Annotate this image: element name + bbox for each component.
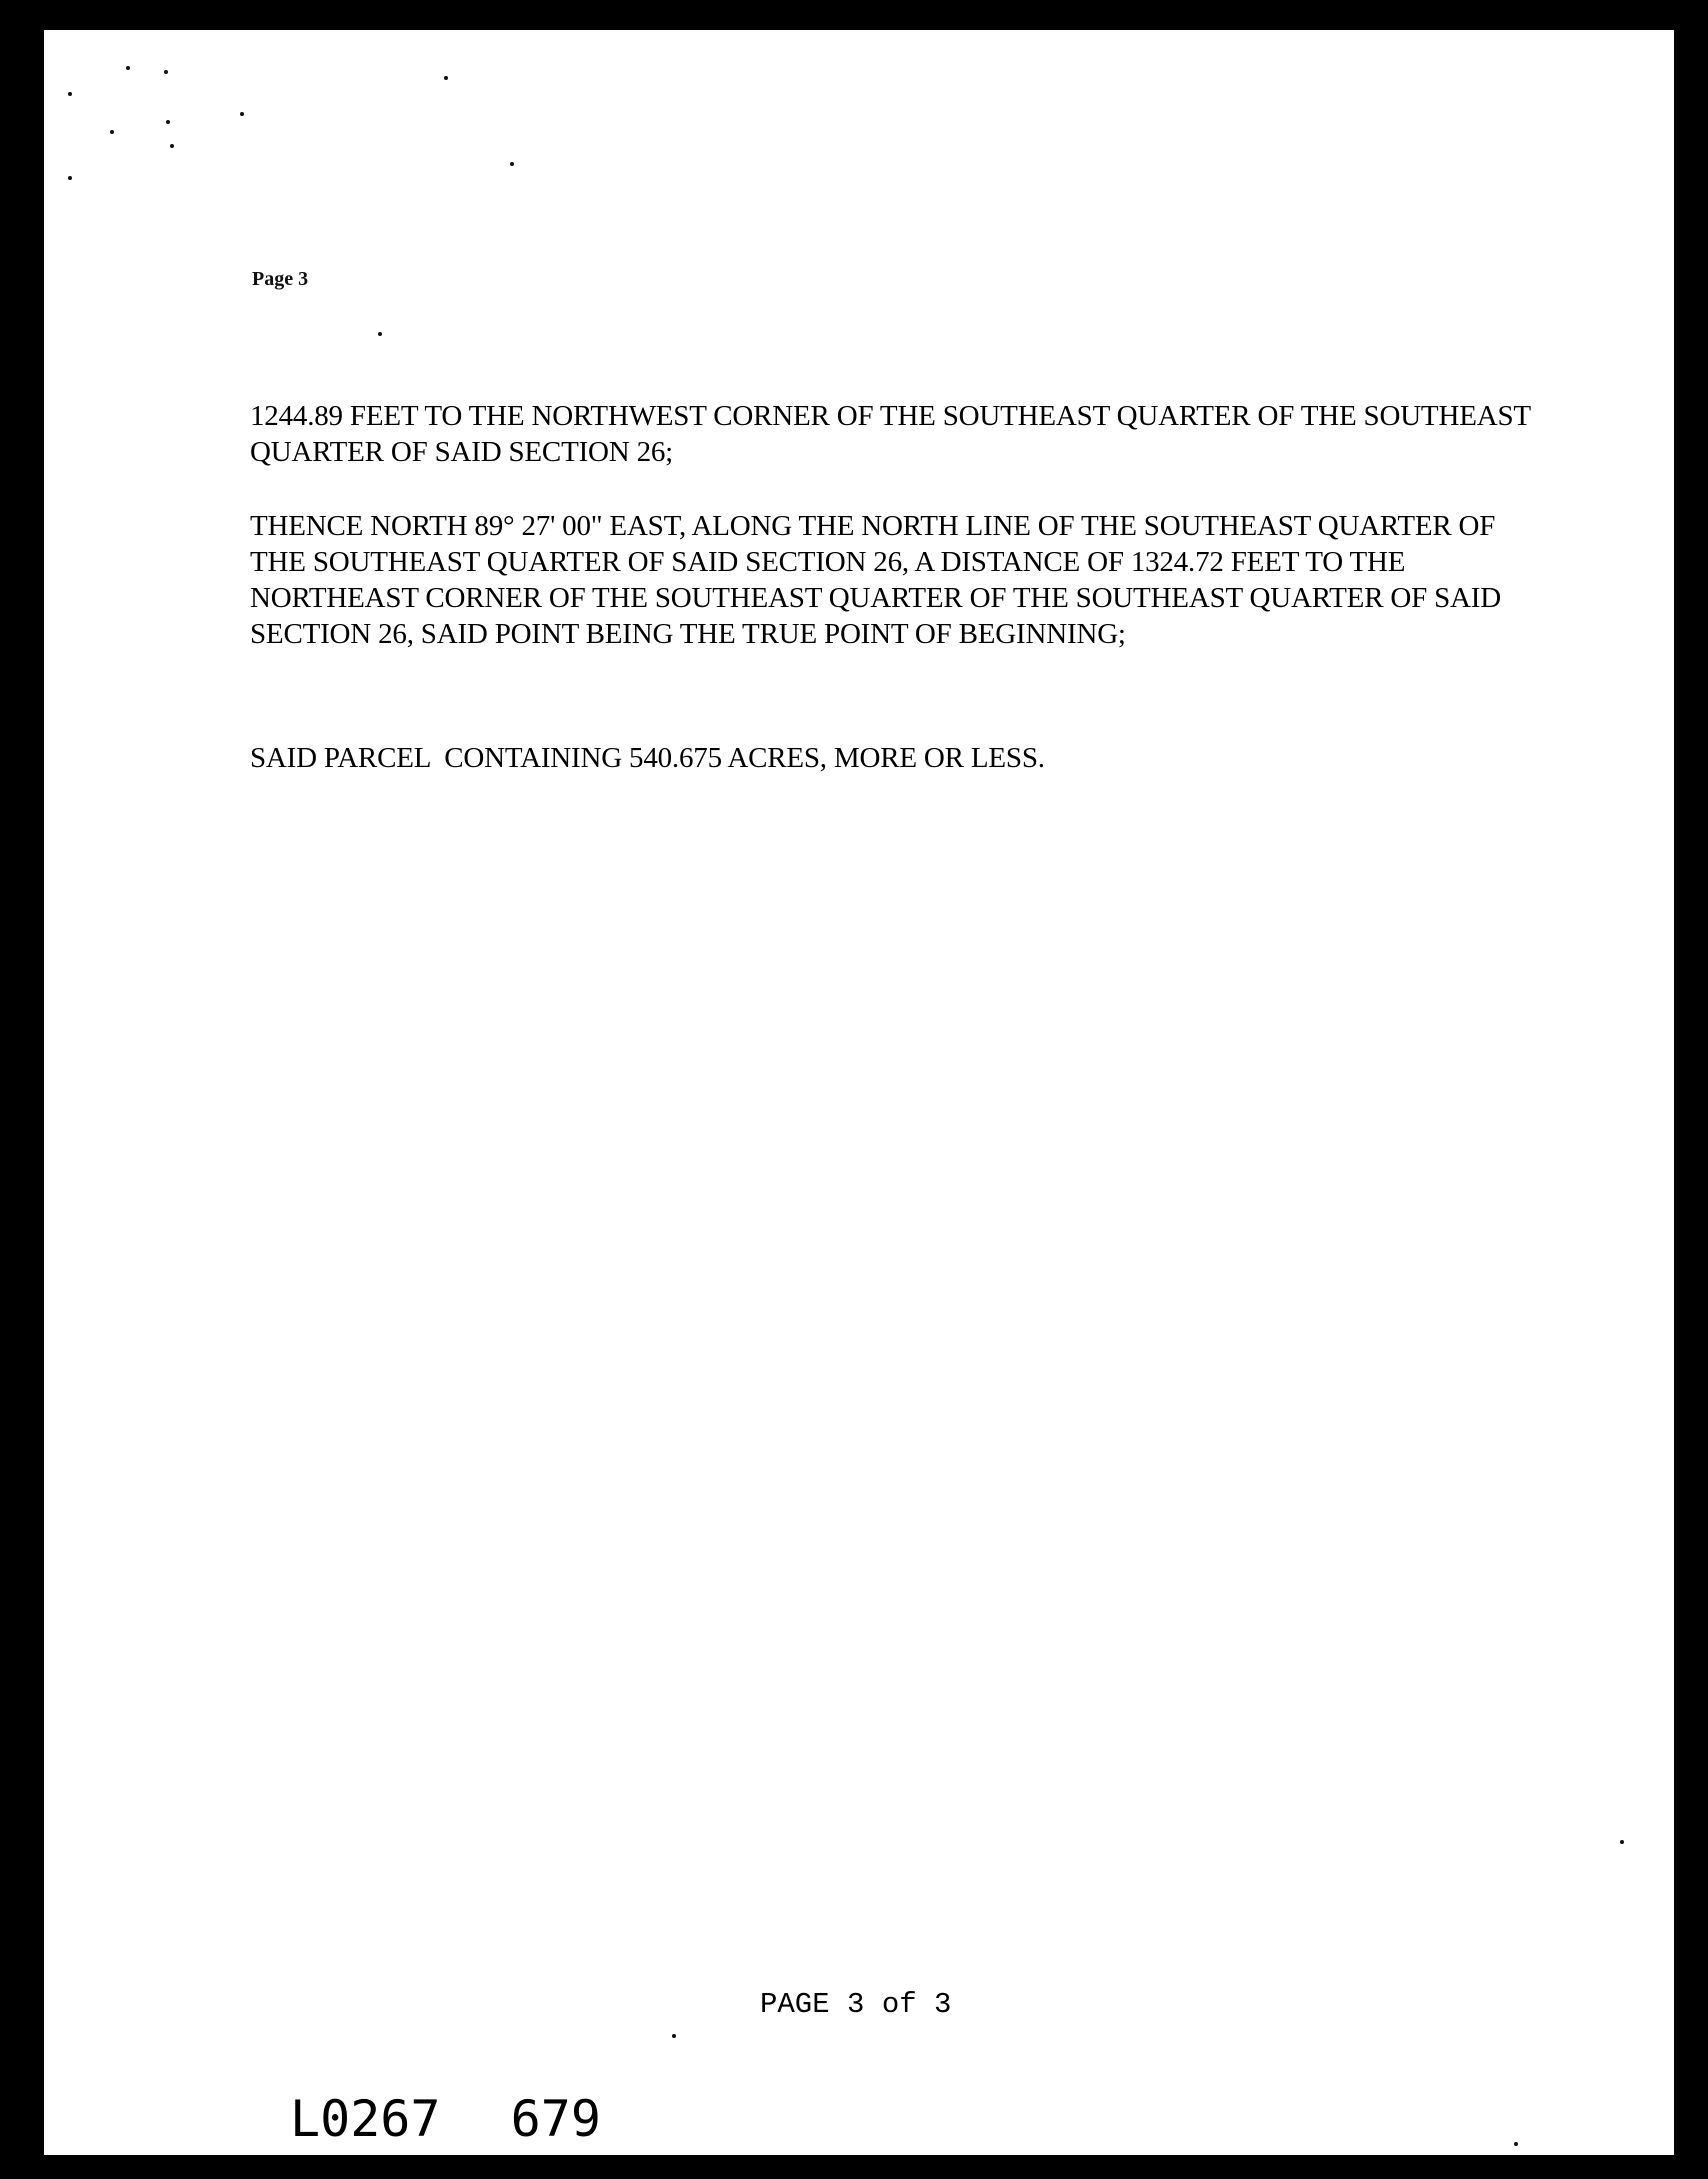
scan-speck [378,332,382,336]
scan-speck [68,92,72,96]
scan-speck [68,176,72,180]
document-id: L0267 679 [290,2090,601,2148]
scan-speck [110,130,114,134]
document-page [44,30,1674,2155]
scan-speck [126,66,130,70]
scan-speck [166,120,170,124]
scan-speck [672,2034,676,2038]
scan-speck [170,144,174,148]
page-label: Page 3 [252,268,309,290]
paragraph-3: SAID PARCEL CONTAINING 540.675 ACRES, MORE OR LESS. [250,742,1045,774]
scan-speck [444,76,448,80]
scan-speck [1514,2142,1518,2146]
scan-speck [164,70,168,74]
paragraph-1: 1244.89 FEET TO THE NORTHWEST CORNER OF THE SOUTHEAST QUARTER OF THE SOUTHEAST QUARTER OF SAID SECTION 26; [250,400,1531,468]
paragraph-2: THENCE NORTH 89° 27' 00" EAST, ALONG THE NORTH LINE OF THE SOUTHEAST QUARTER OF THE SOUTHEAST QUARTER OF SAID SECTION 26, A DISTANCE OF 1324.72 FEET TO THE NORTHEAST CORNER OF THE SOUTHEAST QUARTER OF THE SOUTHEAST QUARTER OF SAID SECTION 26, SAID POINT BEING THE TRUE POINT OF BEGINNING; [250,510,1501,650]
page-count: PAGE 3 of 3 [760,1988,952,2021]
scan-speck [240,112,244,116]
scan-speck [510,162,514,166]
scan-speck [1620,1840,1624,1844]
